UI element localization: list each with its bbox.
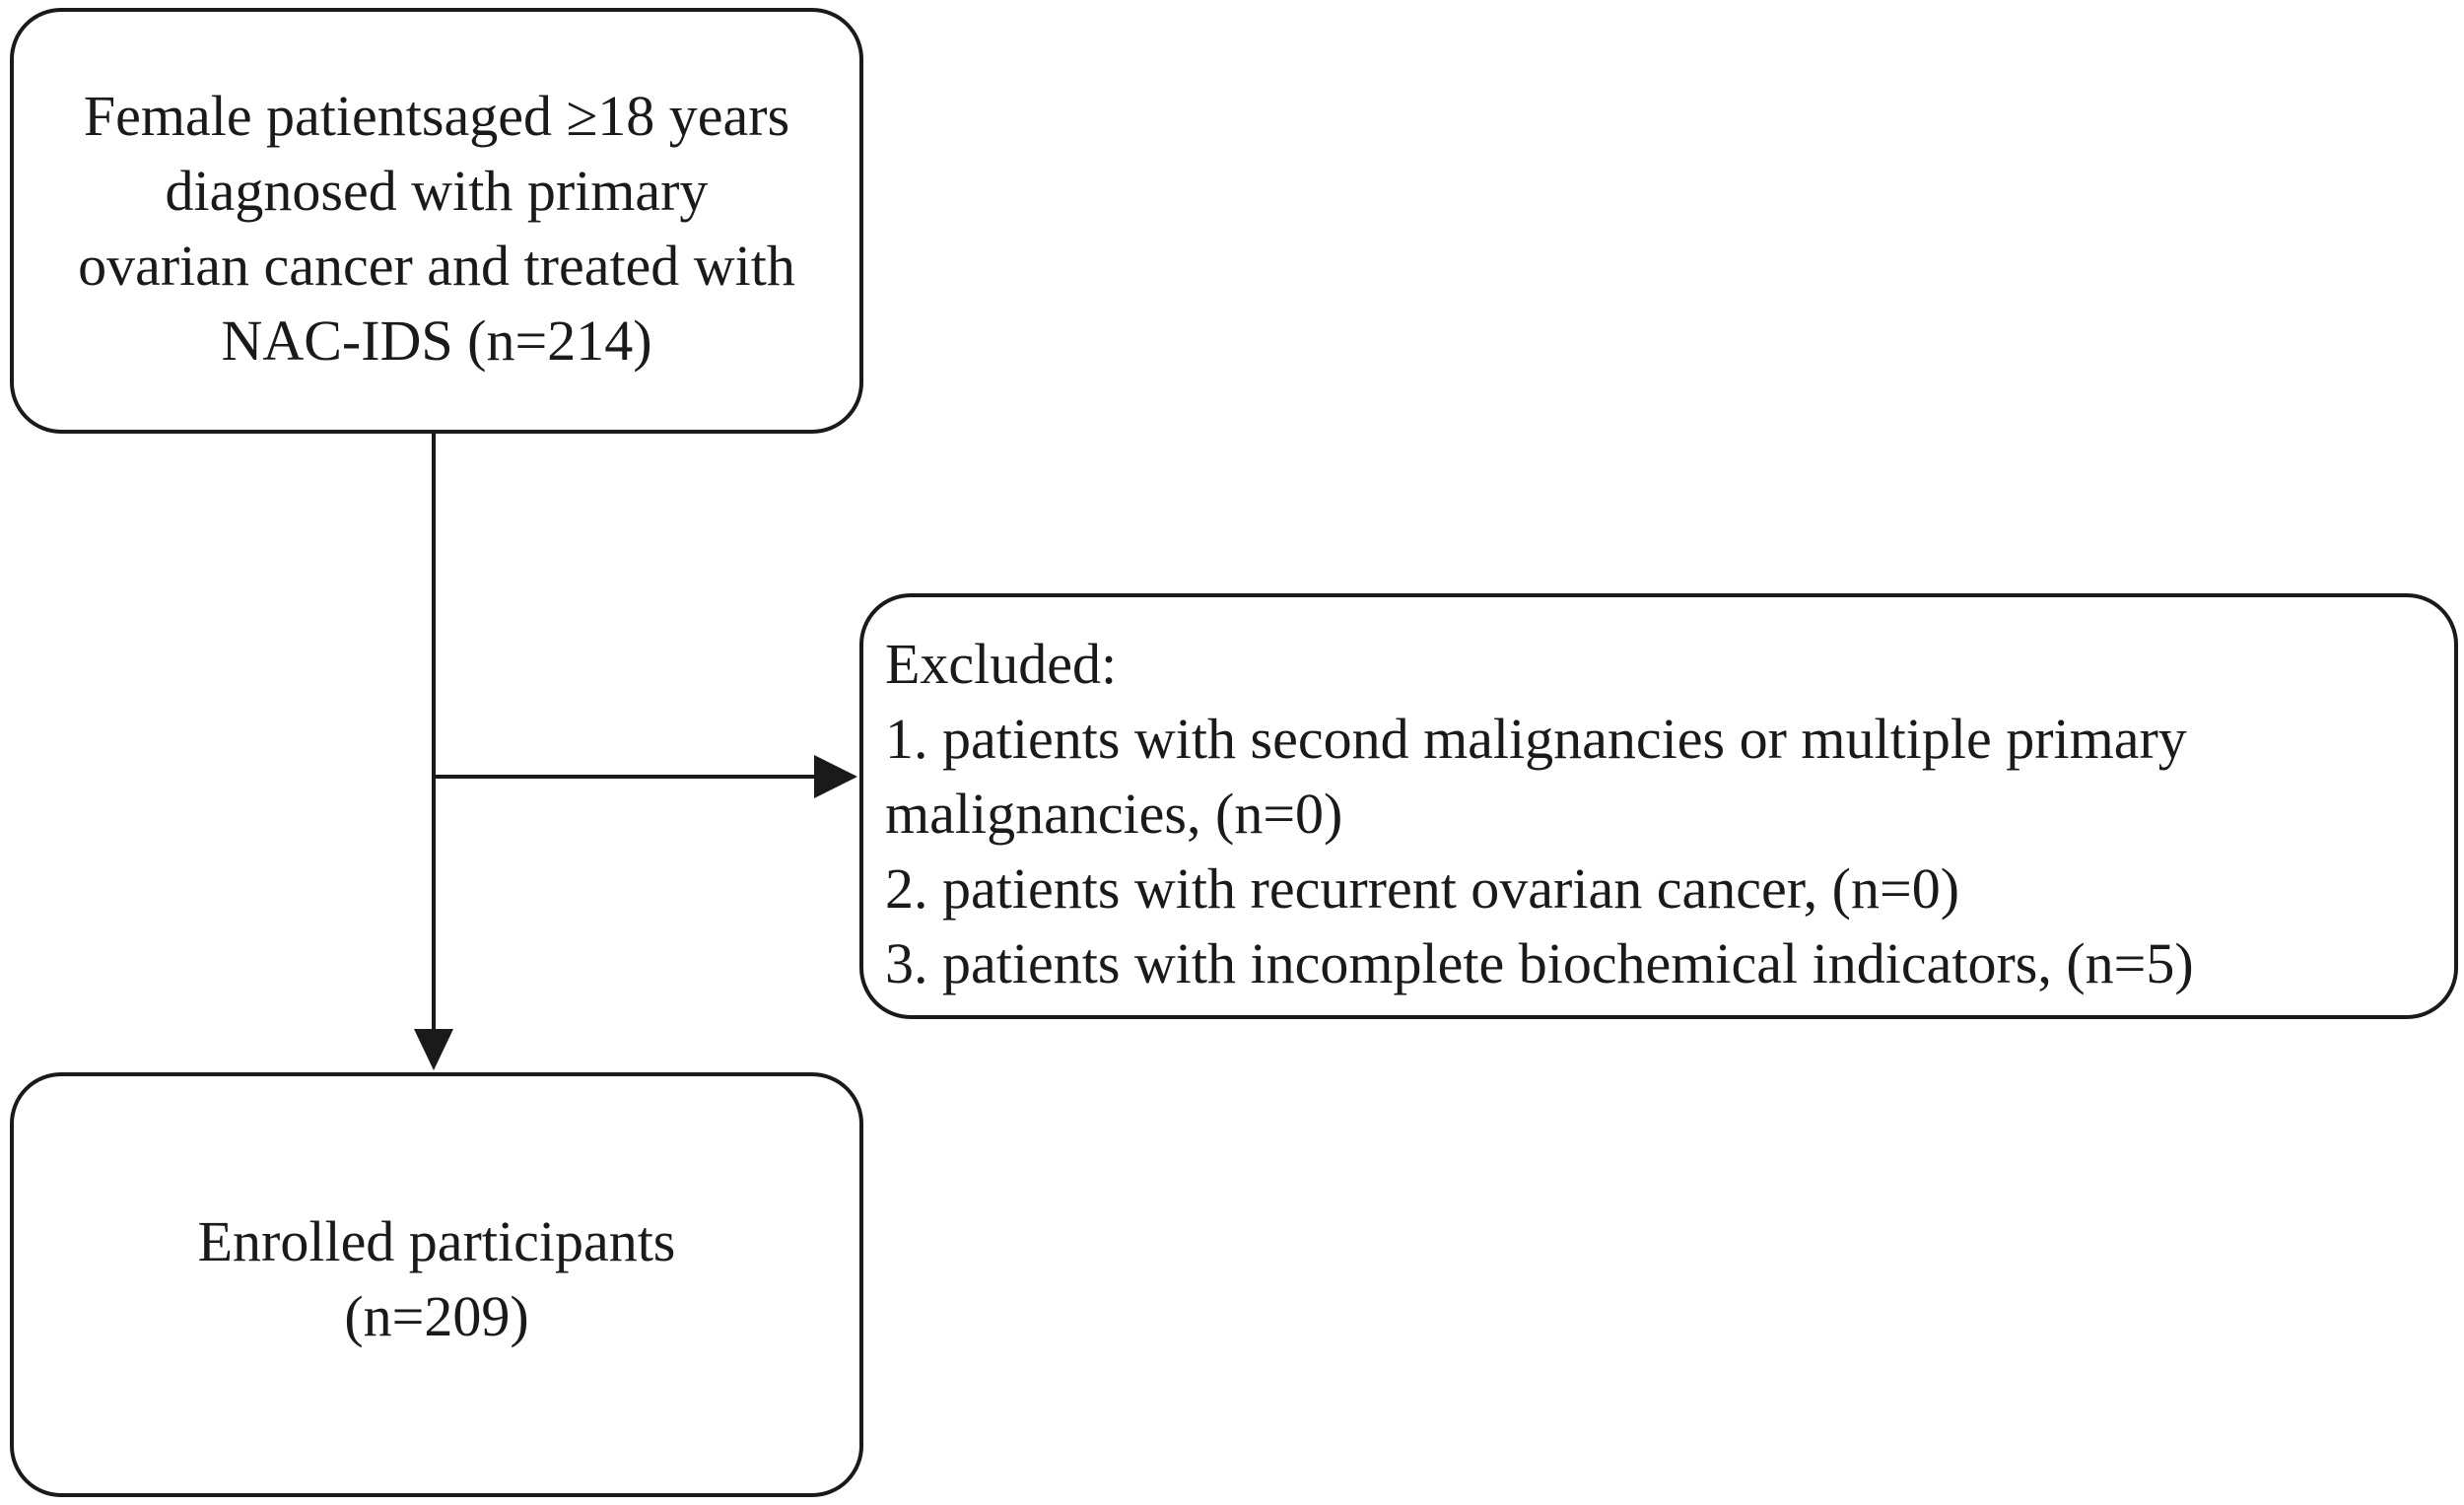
excluded-item-1-continued: malignancies, (n=0) bbox=[885, 782, 1343, 846]
eligible-patients-box bbox=[10, 8, 863, 434]
eligible-patients-line-1: Female patientsaged ≥18 years bbox=[83, 84, 790, 148]
enrolled-participants-count: (n=209) bbox=[344, 1284, 529, 1348]
excluded-text bbox=[885, 627, 2194, 1001]
excluded-item-2: 2. patients with recurrent ovarian cancer, (n=0) bbox=[885, 856, 1960, 921]
eligible-patients-line-3: ovarian cancer and treated with bbox=[78, 234, 795, 298]
excluded-item-1: 1. patients with second malignancies or multiple primary bbox=[885, 707, 2187, 771]
enrolled-participants-box bbox=[10, 1072, 863, 1497]
main-flow-arrowhead bbox=[414, 1029, 453, 1070]
eligible-patients-text bbox=[14, 79, 859, 378]
eligible-patients-line-4: NAC-IDS (n=214) bbox=[221, 308, 652, 373]
enrolled-participants-text bbox=[14, 1204, 859, 1354]
eligible-patients-line-2: diagnosed with primary bbox=[165, 159, 709, 223]
excluded-item-3: 3. patients with incomplete biochemical indicators, (n=5) bbox=[885, 931, 2194, 995]
excluded-box bbox=[859, 593, 2458, 1019]
excluded-title: Excluded: bbox=[885, 632, 1118, 696]
enrolled-participants-label: Enrolled participants bbox=[197, 1209, 676, 1273]
exclusion-branch-arrowhead bbox=[814, 755, 857, 798]
